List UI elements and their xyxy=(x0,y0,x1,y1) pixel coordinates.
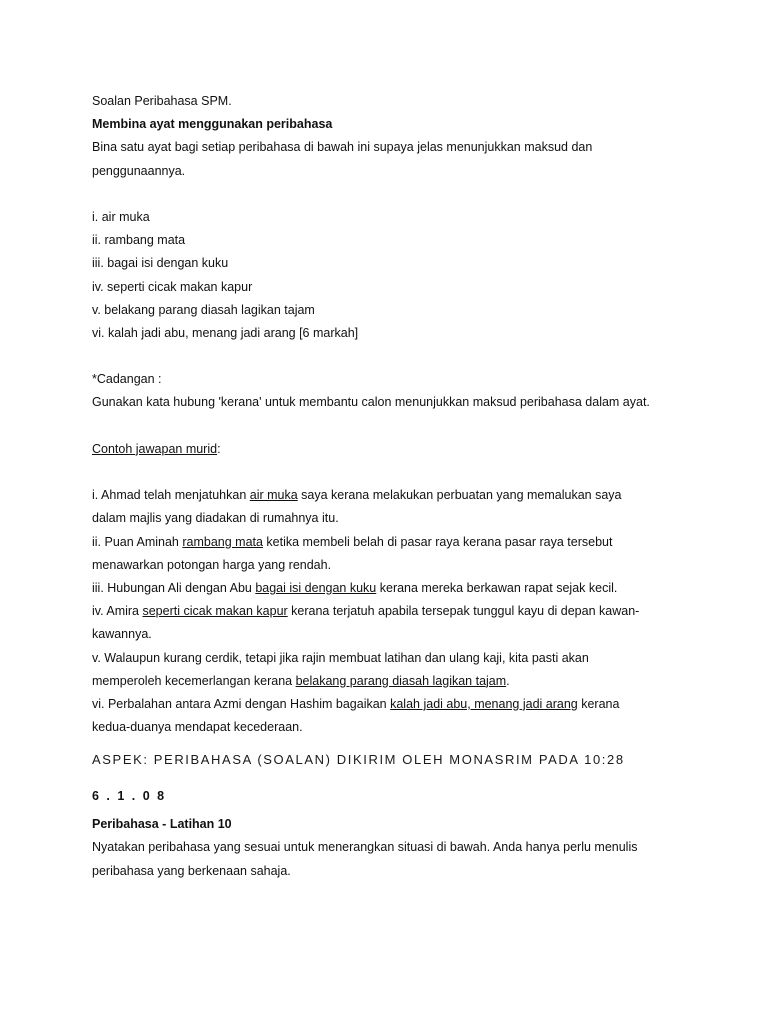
post-date: 6 . 1 . 0 8 xyxy=(92,789,167,804)
cadangan-text: Gunakan kata hubung 'kerana' untuk membantu calon menunjukkan maksud peribahasa dalam ayat. xyxy=(92,395,650,410)
answer-text: saya kerana melakukan perbuatan yang memalukan saya xyxy=(297,488,622,503)
answer-text: ketika membeli belah di pasar raya kerana pasar raya tersebut xyxy=(262,534,613,549)
spacer xyxy=(92,183,692,206)
latihan-title: Peribahasa - Latihan 10 xyxy=(92,817,232,832)
spacer xyxy=(92,345,692,368)
answer-proverb: kalah jadi abu, menang jadi arang xyxy=(390,696,578,711)
aspek-footer: ASPEK: PERIBAHASA (SOALAN) DIKIRIM OLEH MONASRIM PADA 10:28 xyxy=(92,752,625,768)
answer-4-line-2: kawannya. xyxy=(92,627,152,642)
answer-text: iii. Hubungan Ali dengan Abu xyxy=(92,580,256,595)
answer-proverb: bagai isi dengan kuku xyxy=(255,580,377,595)
answer-2-line-1 xyxy=(92,531,692,554)
answer-proverb: air muka xyxy=(249,488,298,503)
contoh-label: Contoh jawapan murid xyxy=(92,441,218,456)
latihan-text-line-2: peribahasa yang berkenaan sahaja. xyxy=(92,863,291,878)
answer-text: memperoleh kecemerlangan kerana xyxy=(92,673,296,688)
answer-text: kerana terjatuh apabila tersepak tunggul kayu di depan kawan- xyxy=(287,604,640,619)
proverb-item: v. belakang parang diasah lagikan tajam xyxy=(92,302,315,317)
proverb-item: ii. rambang mata xyxy=(92,233,186,248)
answer-5-line-1: v. Walaupun kurang cerdik, tetapi jika rajin membuat latihan dan ulang kaji, kita pasti akan xyxy=(92,650,589,665)
proverb-item: iv. seperti cicak makan kapur xyxy=(92,279,253,294)
document-page xyxy=(92,90,692,883)
answer-2-line-2: menawarkan potongan harga yang rendah. xyxy=(92,557,332,572)
answer-text: ii. Puan Aminah xyxy=(92,534,183,549)
answer-text: kerana xyxy=(577,696,620,711)
spacer xyxy=(92,415,692,438)
answer-text: iv. Amira xyxy=(92,604,143,619)
proverb-item: vi. kalah jadi abu, menang jadi arang [6 markah] xyxy=(92,325,359,340)
answer-4-line-1 xyxy=(92,600,692,623)
answer-6-line-1 xyxy=(92,693,692,716)
answer-1-line-1 xyxy=(92,484,692,507)
answer-5-line-2 xyxy=(92,670,692,693)
answer-proverb: belakang parang diasah lagikan tajam xyxy=(295,673,507,688)
contoh-heading xyxy=(92,438,692,461)
proverb-item: iii. bagai isi dengan kuku xyxy=(92,256,229,271)
latihan-text-line-1: Nyatakan peribahasa yang sesuai untuk menerangkan situasi di bawah. Anda hanya perlu menulis xyxy=(92,840,638,855)
proverb-item: i. air muka xyxy=(92,209,150,224)
doc-title: Soalan Peribahasa SPM. xyxy=(92,94,232,108)
instruction-line-2: penggunaannya. xyxy=(92,163,186,178)
answer-text: . xyxy=(506,673,510,688)
answer-text: vi. Perbalahan antara Azmi dengan Hashim bagaikan xyxy=(92,696,391,711)
contoh-colon: : xyxy=(217,441,221,456)
answer-proverb: rambang mata xyxy=(182,534,263,549)
instruction-line-1: Bina satu ayat bagi setiap peribahasa di bawah ini supaya jelas menunjukkan maksud dan xyxy=(92,140,593,155)
spacer xyxy=(92,461,692,484)
answer-3-line-1 xyxy=(92,577,692,600)
answer-6-line-2: kedua-duanya mendapat kecederaan. xyxy=(92,720,303,735)
answer-proverb: seperti cicak makan kapur xyxy=(142,604,288,619)
section-heading: Membina ayat menggunakan peribahasa xyxy=(92,117,333,132)
answer-text: i. Ahmad telah menjatuhkan xyxy=(92,488,250,503)
answer-1-line-2: dalam majlis yang diadakan di rumahnya itu. xyxy=(92,511,339,526)
cadangan-label: *Cadangan : xyxy=(92,372,162,387)
answer-text: kerana mereka berkawan rapat sejak kecil. xyxy=(376,580,618,595)
